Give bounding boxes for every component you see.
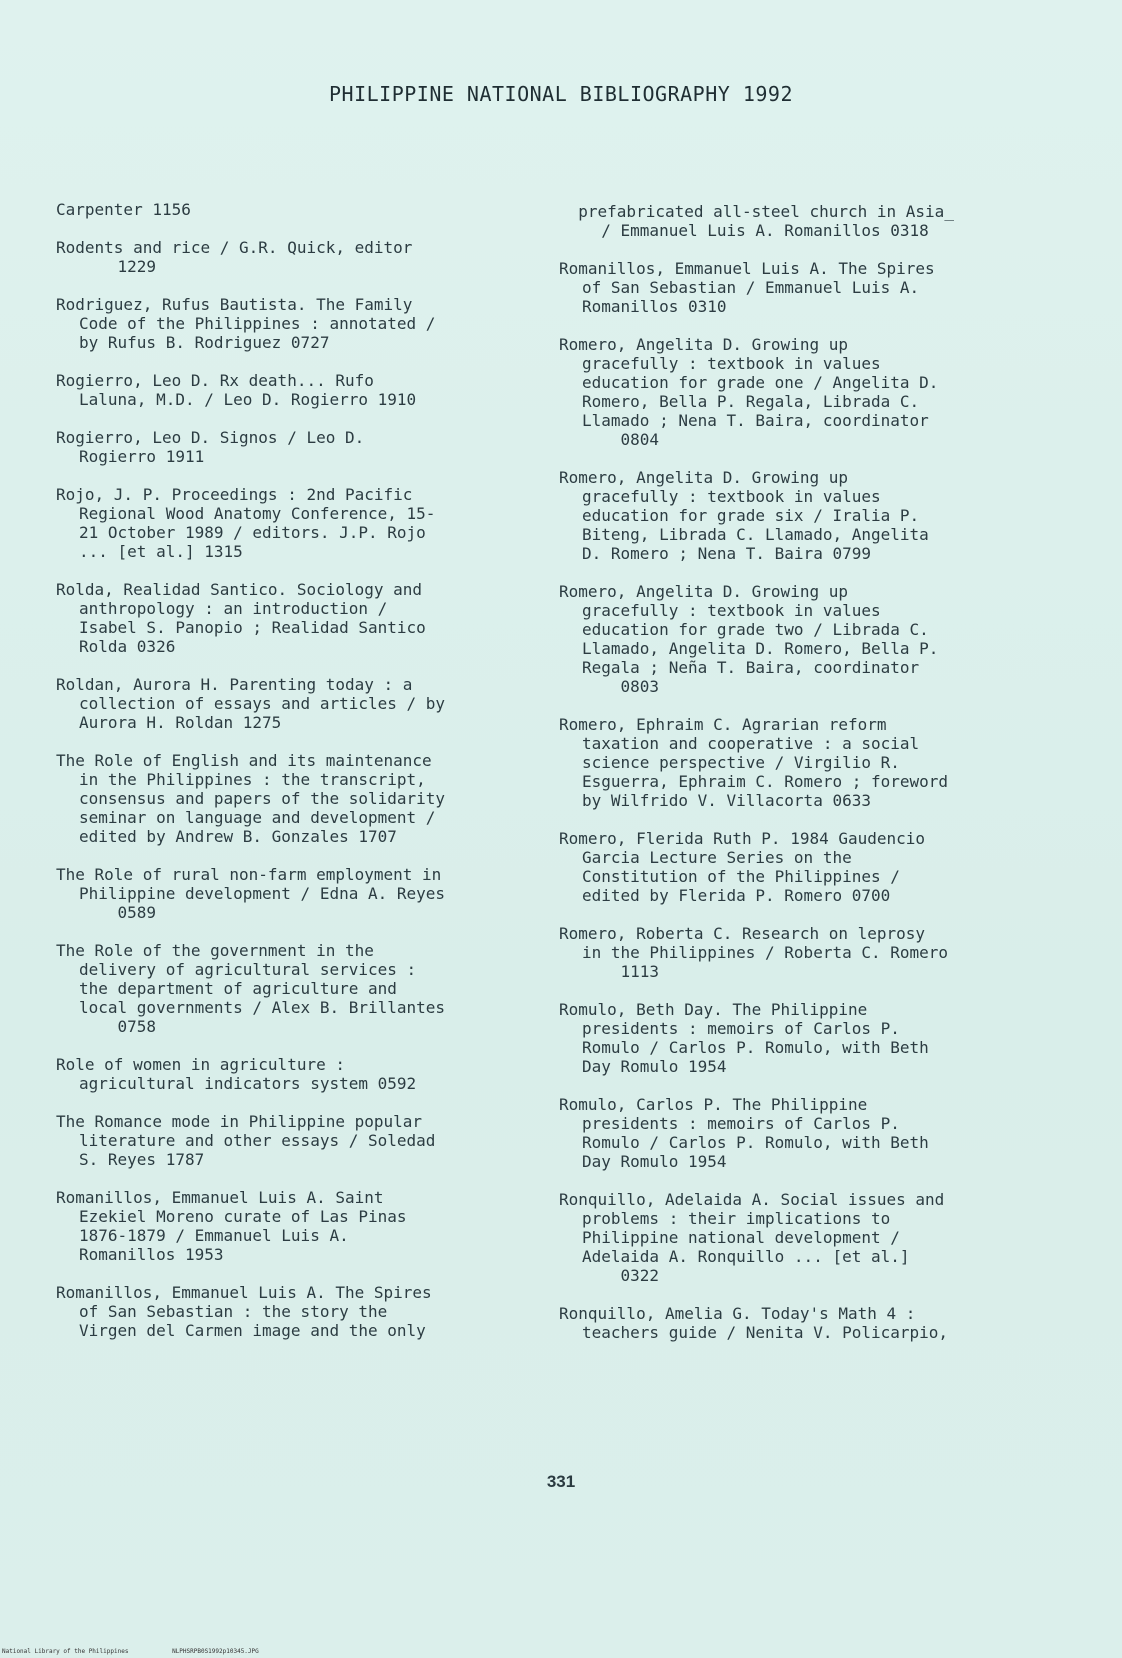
- bib-entry: Rodriguez, Rufus Bautista. The Family Code of the Philippines : annotated / by Rufus B. Rodriguez 0727: [56, 295, 436, 352]
- bib-entry: Romero, Angelita D. Growing up gracefully : textbook in values education for grade one / Angelita D. Romero, Bella P. Regala, Librada C. Llamado ; Nena T. Baira, coordinator 0804: [559, 335, 939, 449]
- bib-entry: Role of women in agriculture : agricultural indicators system 0592: [56, 1055, 417, 1093]
- bib-entry: Carpenter 1156: [56, 200, 191, 219]
- bib-entry: Romulo, Beth Day. The Philippine presidents : memoirs of Carlos P. Romulo / Carlos P. Romulo, with Beth Day Romulo 1954: [559, 1000, 929, 1076]
- bib-entry: Ronquillo, Amelia G. Today's Math 4 : teachers guide / Nenita V. Policarpio,: [559, 1304, 949, 1342]
- bib-entry: Romero, Ephraim C. Agrarian reform taxation and cooperative : a social science perspective / Virgilio R. Esguerra, Ephraim C. Romero ; foreword by Wilfrido V. Villacorta 0633: [559, 715, 949, 810]
- bib-entry: The Role of English and its maintenance in the Philippines : the transcript, consensus and papers of the solidarity seminar on language and development / edited by Andrew B. Gonzales 1707: [56, 751, 446, 846]
- page-number: 331: [546, 1472, 576, 1491]
- right-column: [559, 202, 1029, 1361]
- bib-entry: Rodents and rice / G.R. Quick, editor 1229: [56, 238, 413, 276]
- bib-entry: Rogierro, Leo D. Signos / Leo D. Rogierro 1911: [56, 428, 365, 466]
- bib-entry: The Role of rural non-farm employment in Philippine development / Edna A. Reyes 0589: [56, 865, 446, 922]
- bib-entry: Romero, Flerida Ruth P. 1984 Gaudencio Garcia Lecture Series on the Constitution of the Philippines / edited by Flerida P. Romero 0700: [559, 829, 926, 905]
- page-title: PHILIPPINE NATIONAL BIBLIOGRAPHY 1992: [328, 82, 794, 106]
- bib-entry: Romulo, Carlos P. The Philippine presidents : memoirs of Carlos P. Romulo / Carlos P. Romulo, with Beth Day Romulo 1954: [559, 1095, 929, 1171]
- bib-entry: Romero, Angelita D. Growing up gracefully : textbook in values education for grade two / Librada C. Llamado, Angelita D. Romero, Bella P. Regala ; Neña T. Baira, coordinator 0803: [559, 582, 939, 696]
- scan-footer: [2, 1648, 299, 1655]
- bib-entry: Rolda, Realidad Santico. Sociology and anthropology : an introduction / Isabel S. Panopio ; Realidad Santico Rolda 0326: [56, 580, 426, 656]
- bib-entry: Roldan, Aurora H. Parenting today : a collection of essays and articles / by Aurora H. Roldan 1275: [56, 675, 446, 732]
- bib-entry: Romero, Roberta C. Research on leprosy in the Philippines / Roberta C. Romero 1113: [559, 924, 949, 981]
- bib-entry: The Role of the government in the delivery of agricultural services : the department of agriculture and local governments / Alex B. Brillantes 0758: [56, 941, 446, 1036]
- bib-entry: The Romance mode in Philippine popular literature and other essays / Soledad S. Reyes 1787: [56, 1112, 436, 1169]
- bib-entry: prefabricated all-steel church in Asia_ / Emmanuel Luis A. Romanillos 0318: [578, 202, 954, 240]
- bib-entry: Romero, Angelita D. Growing up gracefully : textbook in values education for grade six / Iralia P. Biteng, Librada C. Llamado, Angelita D. Romero ; Nena T. Baira 0799: [559, 468, 929, 563]
- bib-entry: Ronquillo, Adelaida A. Social issues and problems : their implications to Philippine national development / Adelaida A. Ronquillo ... [et al.] 0322: [559, 1190, 945, 1285]
- left-column: [56, 200, 526, 1359]
- footer-file: NLPHSRPB0S1992p10345.JPG: [172, 1648, 259, 1655]
- bib-entry: Romanillos, Emmanuel Luis A. The Spires of San Sebastian / Emmanuel Luis A. Romanillos 0310: [559, 259, 935, 316]
- footer-library: National Library of the Philippines: [2, 1648, 129, 1655]
- bib-entry: Rojo, J. P. Proceedings : 2nd Pacific Regional Wood Anatomy Conference, 15- 21 October 1989 / editors. J.P. Rojo ... [et al.] 1315: [56, 485, 436, 561]
- bib-entry: Romanillos, Emmanuel Luis A. The Spires of San Sebastian : the story the Virgen del Carmen image and the only: [56, 1283, 432, 1340]
- bib-entry: Rogierro, Leo D. Rx death... Rufo Laluna, M.D. / Leo D. Rogierro 1910: [56, 371, 417, 409]
- bib-entry: Romanillos, Emmanuel Luis A. Saint Ezekiel Moreno curate of Las Pinas 1876-1879 / Emmanuel Luis A. Romanillos 1953: [56, 1188, 407, 1264]
